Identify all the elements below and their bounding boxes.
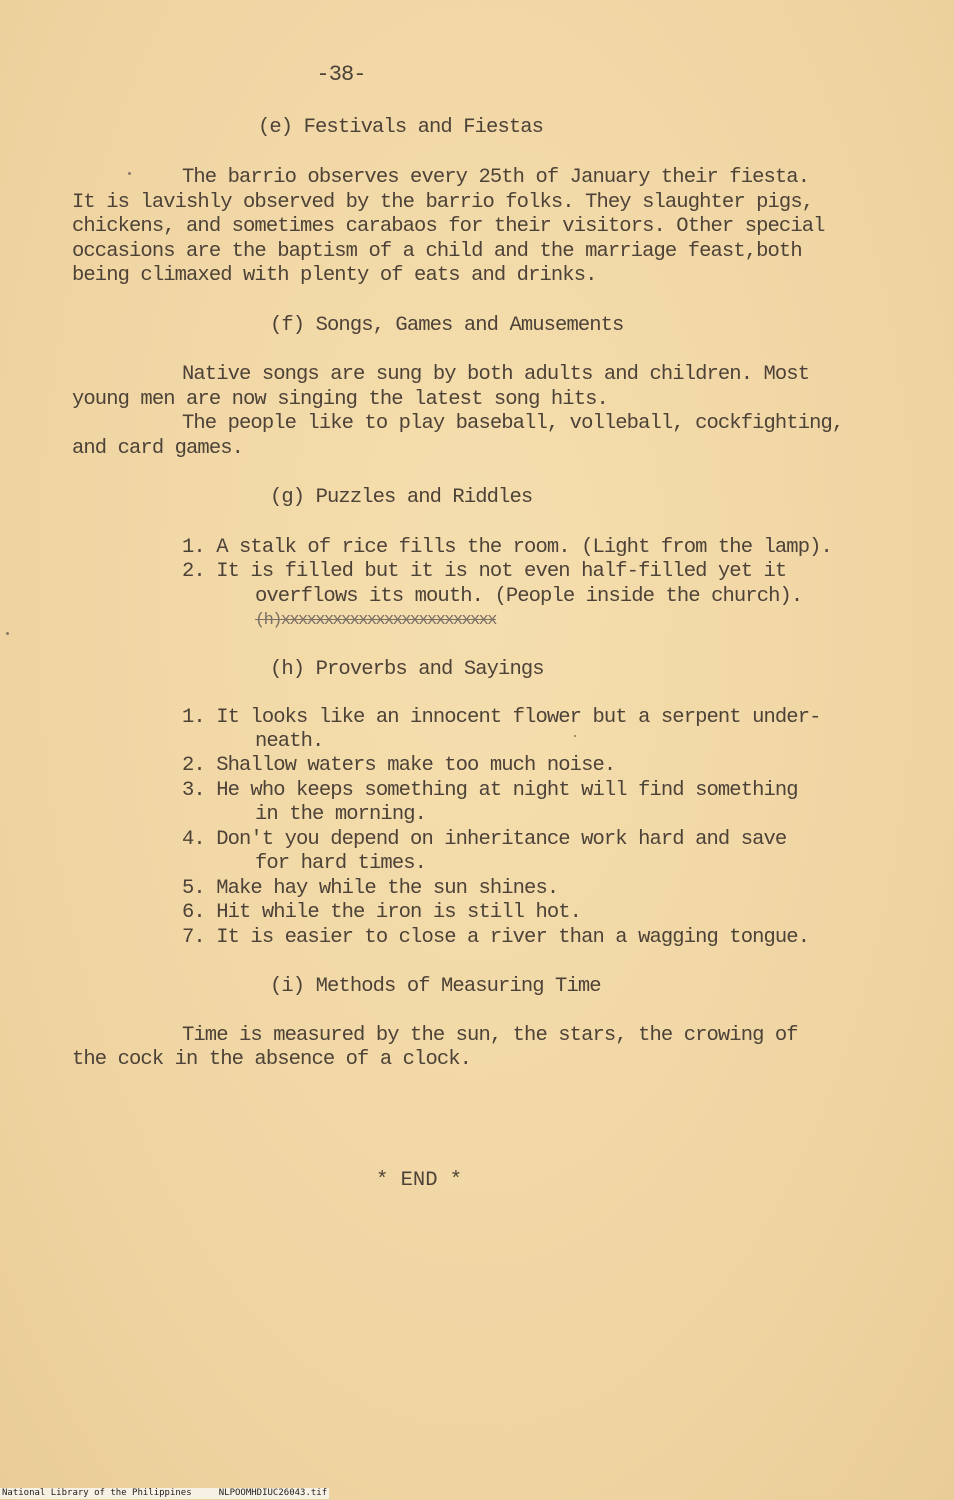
footer-filename: NLPOOMHDIUC26043.tif — [218, 1488, 328, 1498]
time-line-1: Time is measured by the sun, the stars, the crowing of — [182, 1024, 798, 1047]
riddle-1: 1. A stalk of rice fills the room. (Light from the lamp). — [182, 536, 832, 559]
footer-library: National Library of the Philippines — [2, 1488, 192, 1498]
proverb-3-continued: in the morning. — [255, 803, 427, 826]
heading-measuring-time: (i) Methods of Measuring Time — [270, 975, 601, 998]
festivals-line-1: The barrio observes every 25th of January their fiesta. — [182, 166, 810, 189]
heading-proverbs: (h) Proverbs and Sayings — [270, 658, 544, 681]
heading-festivals: (e) Festivals and Fiestas — [258, 116, 544, 139]
struck-out-text: (h)xxxxxxxxxxxxxxxxxxxxxxxxx — [255, 611, 496, 630]
paper-speck — [6, 632, 9, 635]
songs-line-2: young men are now singing the latest song hits. — [72, 388, 608, 411]
proverb-4-continued: for hard times. — [255, 852, 427, 875]
paper-speck — [128, 172, 131, 175]
riddle-2: 2. It is filled but it is not even half-filled yet it — [182, 560, 787, 583]
songs-line-3: The people like to play baseball, volleball, cockfighting, — [182, 412, 844, 435]
proverb-7: 7. It is easier to close a river than a wagging tongue. — [182, 926, 810, 949]
festivals-line-4: occasions are the baptism of a child and the marriage feast,both — [72, 240, 802, 263]
festivals-line-3: chickens, and sometimes carabaos for their visitors. Other special — [72, 215, 825, 238]
festivals-line-2: It is lavishly observed by the barrio folks. They slaughter pigs, — [72, 191, 814, 214]
festivals-line-5: being climaxed with plenty of eats and drinks. — [72, 264, 597, 287]
proverb-4: 4. Don't you depend on inheritance work hard and save — [182, 828, 787, 851]
proverb-3: 3. He who keeps something at night will find something — [182, 779, 798, 802]
songs-line-1: Native songs are sung by both adults and children. Most — [182, 363, 810, 386]
riddle-2-continued: overflows its mouth. (People inside the church). — [255, 585, 803, 608]
heading-puzzles: (g) Puzzles and Riddles — [270, 486, 533, 509]
end-mark: * END * — [376, 1169, 463, 1192]
proverb-1: 1. It looks like an innocent flower but a serpent under- — [182, 706, 821, 729]
songs-line-4: and card games. — [72, 437, 244, 460]
scan-footer — [0, 1488, 329, 1499]
heading-songs: (f) Songs, Games and Amusements — [270, 314, 624, 337]
proverb-2: 2. Shallow waters make too much noise. — [182, 754, 616, 777]
proverb-5: 5. Make hay while the sun shines. — [182, 877, 559, 900]
proverb-1-continued: neath. — [255, 730, 324, 753]
time-line-2: the cock in the absence of a clock. — [72, 1048, 472, 1071]
page-number: -38- — [316, 62, 366, 87]
paper-speck — [574, 735, 576, 737]
proverb-6: 6. Hit while the iron is still hot. — [182, 901, 582, 924]
